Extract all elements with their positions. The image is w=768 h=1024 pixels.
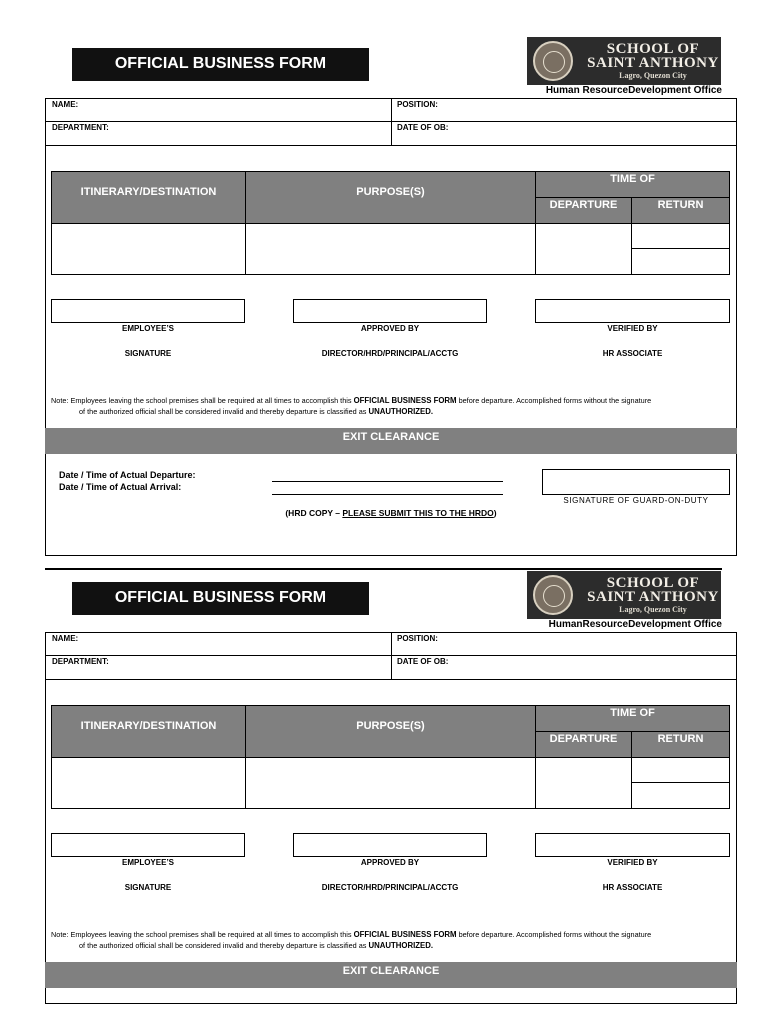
employee-signature-box[interactable] xyxy=(51,299,245,323)
verified-by-box[interactable] xyxy=(535,299,730,323)
verified-by-box[interactable] xyxy=(535,833,730,857)
verified-label: VERIFIED BY xyxy=(607,858,658,867)
verified-label: HR ASSOCIATE xyxy=(602,349,663,358)
hrd-copy-prefix: (HRD COPY – xyxy=(285,508,340,518)
approved-by-box[interactable] xyxy=(293,833,487,857)
departure-cell[interactable] xyxy=(536,758,631,808)
purpose-cell[interactable] xyxy=(246,224,535,274)
department-field[interactable]: DEPARTMENT: xyxy=(52,657,109,666)
form-title: OFFICIAL BUSINESS FORM xyxy=(72,582,369,615)
note-text xyxy=(51,929,733,951)
divider xyxy=(45,145,737,146)
hrd-copy-note xyxy=(250,508,532,518)
note-bold: UNAUTHORIZED. xyxy=(368,407,434,416)
approved-label: DIRECTOR/HRD/PRINCIPAL/ACCTG xyxy=(321,883,459,892)
note-bold: UNAUTHORIZED. xyxy=(368,941,434,950)
logo-line-1: SCHOOL OF xyxy=(606,41,700,57)
note-part: before departure. Accomplished forms without the signature xyxy=(458,930,652,939)
school-logo xyxy=(527,571,721,619)
time-of-header: TIME OF xyxy=(536,172,729,197)
employee-signature-box[interactable] xyxy=(51,833,245,857)
note-bold: OFFICIAL BUSINESS FORM xyxy=(353,396,457,405)
note-part: Note: Employees leaving the school premises shall be required at all times to accomplish this xyxy=(51,396,352,405)
hrd-copy-suffix: ) xyxy=(493,508,497,518)
exit-clearance-header: EXIT CLEARANCE xyxy=(45,962,737,988)
departure-header: DEPARTURE xyxy=(536,198,631,223)
approved-label: APPROVED BY xyxy=(360,324,420,333)
itinerary-header: ITINERARY/DESTINATION xyxy=(52,172,245,223)
divider xyxy=(45,679,737,680)
departure-header: DEPARTURE xyxy=(536,732,631,757)
note-text xyxy=(51,395,733,417)
note-part: of the authorized official shall be considered invalid and thereby departure is classified as xyxy=(79,941,367,950)
return-header: RETURN xyxy=(632,198,729,223)
itinerary-cell[interactable] xyxy=(52,224,245,274)
return-cell[interactable] xyxy=(632,758,729,782)
logo-line-1: SCHOOL OF xyxy=(606,575,700,591)
employee-label: EMPLOYEE’S xyxy=(121,858,174,867)
itinerary-header: ITINERARY/DESTINATION xyxy=(52,706,245,757)
return-cell[interactable] xyxy=(632,249,729,274)
form-separator xyxy=(45,568,722,570)
position-field[interactable]: POSITION: xyxy=(397,100,438,109)
hrd-copy-instruction: PLEASE SUBMIT THIS TO THE HRDO xyxy=(342,508,494,518)
logo-line-3: Lagro, Quezon City xyxy=(619,605,687,614)
verified-label: HR ASSOCIATE xyxy=(602,883,663,892)
school-logo xyxy=(527,37,721,85)
guard-signature-box[interactable] xyxy=(542,469,730,495)
logo-line-3: Lagro, Quezon City xyxy=(619,71,687,80)
verified-label: VERIFIED BY xyxy=(607,324,658,333)
logo-line-2: SAINT ANTHONY xyxy=(587,55,719,71)
approved-label: DIRECTOR/HRD/PRINCIPAL/ACCTG xyxy=(321,349,459,358)
divider xyxy=(536,197,730,198)
divider xyxy=(536,731,730,732)
departure-cell[interactable] xyxy=(536,224,631,274)
time-of-header: TIME OF xyxy=(536,706,729,731)
actual-arrival-label: Date / Time of Actual Arrival: xyxy=(59,482,182,492)
name-field[interactable]: NAME: xyxy=(52,634,79,643)
return-cell[interactable] xyxy=(632,224,729,248)
purpose-cell[interactable] xyxy=(246,758,535,808)
departure-line[interactable] xyxy=(272,481,503,482)
return-cell[interactable] xyxy=(632,783,729,808)
form-title: OFFICIAL BUSINESS FORM xyxy=(72,48,369,81)
purpose-header: PURPOSE(S) xyxy=(246,706,535,757)
position-field[interactable]: POSITION: xyxy=(397,634,438,643)
date-of-ob-field[interactable]: DATE OF OB: xyxy=(397,657,449,666)
arrival-line[interactable] xyxy=(272,494,503,495)
guard-signature-label: SIGNATURE OF GUARD-ON-DUTY xyxy=(563,496,709,505)
return-header: RETURN xyxy=(632,732,729,757)
approved-by-box[interactable] xyxy=(293,299,487,323)
name-field[interactable]: NAME: xyxy=(52,100,79,109)
note-part: of the authorized official shall be considered invalid and thereby departure is classified as xyxy=(79,407,367,416)
actual-departure-label: Date / Time of Actual Departure: xyxy=(59,470,196,480)
logo-line-2: SAINT ANTHONY xyxy=(587,589,719,605)
exit-clearance-header: EXIT CLEARANCE xyxy=(45,428,737,454)
employee-label: SIGNATURE xyxy=(124,883,172,892)
approved-label: APPROVED BY xyxy=(360,858,420,867)
office-label: Human ResourceDevelopment Office xyxy=(545,85,722,96)
note-part: before departure. Accomplished forms without the signature xyxy=(458,396,652,405)
office-label: HumanResourceDevelopment Office xyxy=(548,619,722,630)
employee-label: SIGNATURE xyxy=(124,349,172,358)
itinerary-cell[interactable] xyxy=(52,758,245,808)
school-seal-icon xyxy=(533,41,573,81)
divider xyxy=(391,632,392,679)
department-field[interactable]: DEPARTMENT: xyxy=(52,123,109,132)
school-seal-icon xyxy=(533,575,573,615)
date-of-ob-field[interactable]: DATE OF OB: xyxy=(397,123,449,132)
employee-label: EMPLOYEE’S xyxy=(121,324,174,333)
purpose-header: PURPOSE(S) xyxy=(246,172,535,223)
note-part: Note: Employees leaving the school premises shall be required at all times to accomplish this xyxy=(51,930,352,939)
divider xyxy=(391,98,392,145)
note-bold: OFFICIAL BUSINESS FORM xyxy=(353,930,457,939)
